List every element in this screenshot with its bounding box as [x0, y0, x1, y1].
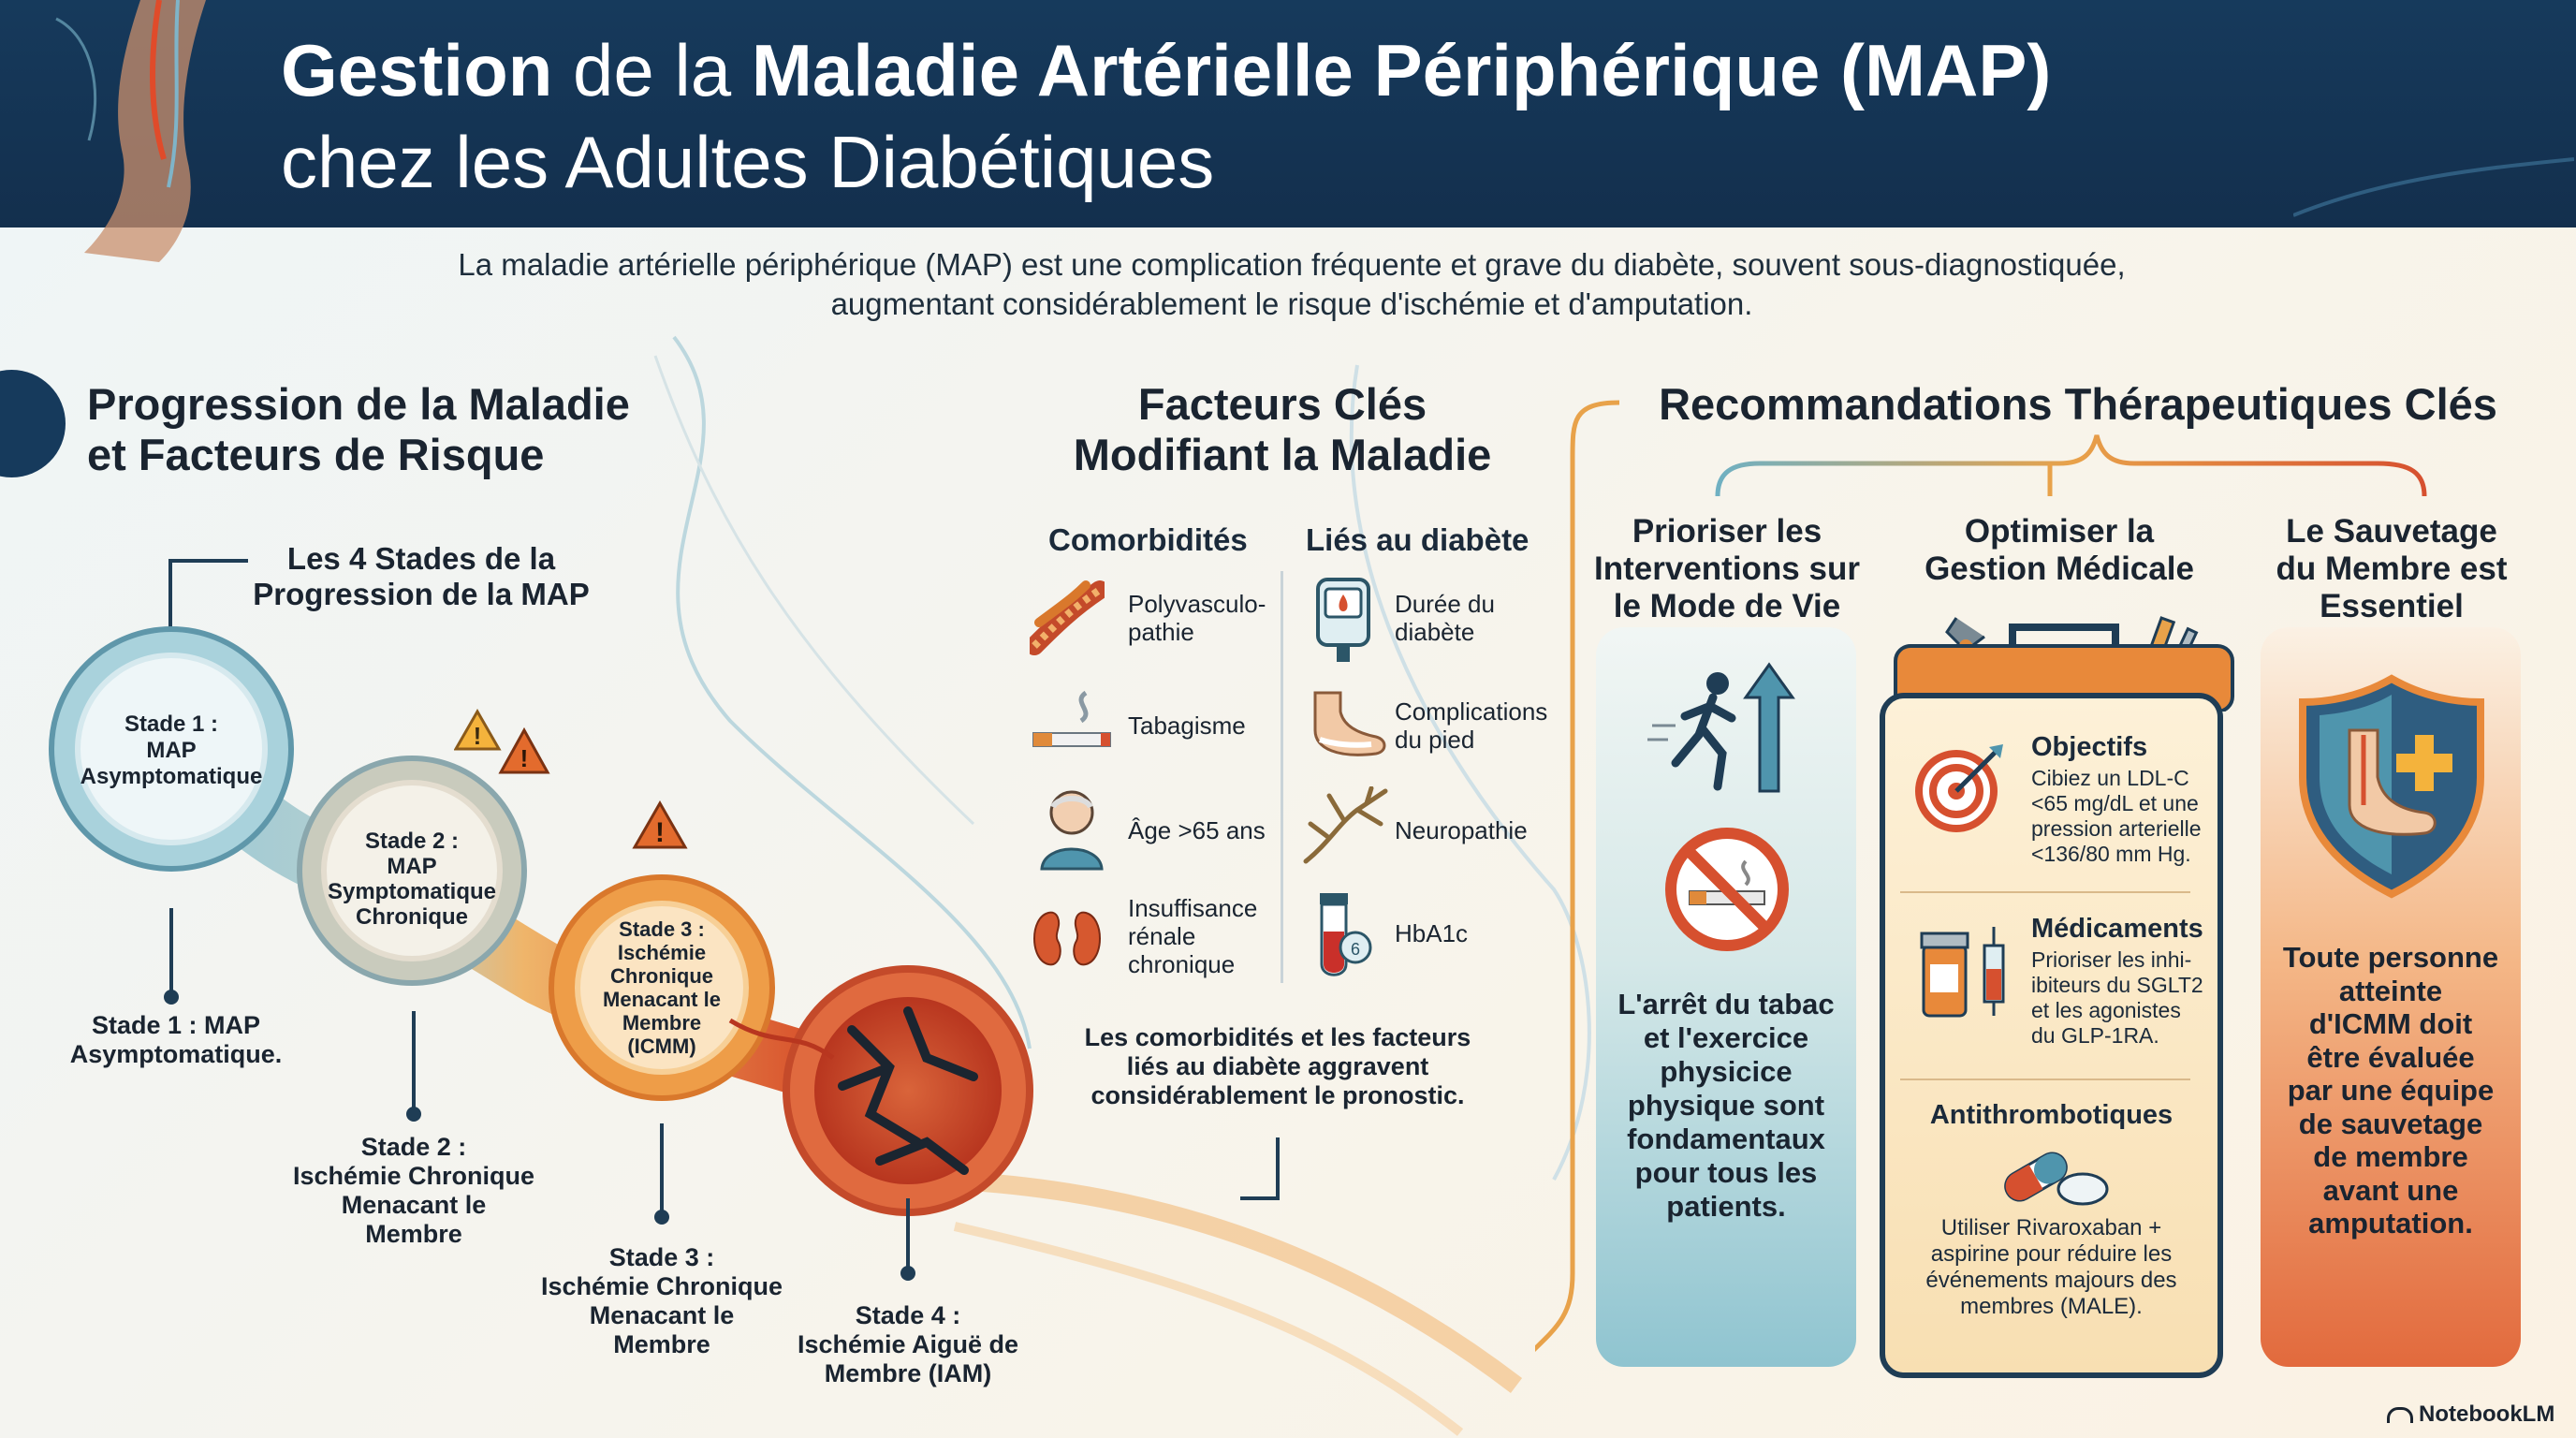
warning-icon	[632, 800, 688, 852]
comorb-label-3: Insuffisance rénale chronique	[1128, 894, 1258, 978]
elderly-person-icon	[1034, 786, 1109, 871]
objectifs-title: Objectifs	[2031, 732, 2148, 762]
col1-title: Prioriser les Interventions sur le Mode de Vie	[1594, 513, 1860, 624]
glucometer-icon	[1310, 576, 1376, 665]
no-smoking-icon	[1661, 824, 1793, 955]
stage-3-inner-label: Stade 3 : Ischémie Chronique Menacant le Membre (ICMM)	[603, 917, 721, 1058]
objectifs-text: Cibiez un LDL-C <65 mg/dL et une pression arterielle <136/80 mm Hg.	[2031, 766, 2202, 866]
col2-title: Optimiser la Gestion Médicale	[1925, 513, 2194, 587]
diab-header: Liés au diabète	[1306, 522, 1530, 557]
progression-title: Progression de la Maladie et Facteurs de Risque	[87, 379, 630, 479]
col3-title: Le Sauvetage du Membre est Essentiel	[2276, 513, 2508, 624]
cigarette-icon	[1030, 688, 1114, 758]
blood-tube-icon	[1310, 889, 1376, 983]
stage-2-inner-label: Stade 2 : MAP Symptomatique Chronique	[327, 829, 497, 930]
stage-2-label: Stade 2 : Ischémie Chronique Menacant le Membre	[292, 1133, 535, 1248]
factors-note: Les comorbidités et les facteurs liés au diabète aggravent considérablement le pronostic.	[1084, 1023, 1471, 1109]
shield-limb-icon	[2293, 674, 2490, 899]
col2-divider	[1900, 891, 2190, 893]
diab-label-1: Complications du pied	[1395, 697, 1548, 754]
med-text: Prioriser les inhi- ibiteurs du SGLT2 et les agonistes du GLP-1RA.	[2031, 947, 2203, 1048]
stage-4-label: Stade 4 : Ischémie Aiguë de Membre (IAM)	[797, 1301, 1019, 1387]
diab-label-3: HbA1c	[1395, 919, 1469, 947]
page-title-line2: chez les Adultes Diabétiques	[281, 121, 1215, 203]
comorb-label-1: Tabagisme	[1128, 712, 1246, 740]
header-decor-icon	[2293, 140, 2574, 225]
anti-text: Utiliser Rivaroxaban + aspirine pour réduire les événements majours des membres (MALE).	[1925, 1215, 2177, 1319]
svg-text:!: !	[655, 817, 665, 848]
factors-title: Facteurs Clés Modifiant la Maladie	[1073, 379, 1492, 479]
svg-text:!: !	[520, 744, 529, 772]
diab-label-2: Neuropathie	[1395, 816, 1528, 844]
pills-icon	[1998, 1135, 2111, 1214]
target-icon	[1914, 740, 2008, 833]
svg-text:!: !	[473, 722, 482, 750]
diab-label-0: Durée du diabète	[1395, 590, 1495, 646]
anti-title: Antithrombotiques	[1929, 1100, 2174, 1130]
warning-icon	[454, 707, 557, 777]
svg-text:6: 6	[1350, 940, 1361, 959]
factors-divider	[1281, 571, 1283, 983]
med-title: Médicaments	[2031, 914, 2203, 944]
comorb-label-0: Polyvasculo- pathie	[1128, 590, 1266, 646]
footer-brand: NotebookLM	[2387, 1401, 2554, 1428]
stages-title: Les 4 Stades de la Progression de la MAP	[253, 541, 590, 611]
comorb-label-2: Âge >65 ans	[1128, 816, 1266, 844]
foot-icon	[1301, 688, 1390, 763]
kidney-icon	[1030, 903, 1105, 974]
page-title-line1: Gestion de la Maladie Artérielle Périphérique (MAP)	[281, 29, 2052, 111]
notebooklm-logo-icon	[2387, 1407, 2413, 1423]
recommendations-title: Recommandations Thérapeutiques Clés	[1659, 379, 2497, 429]
stage-3-label: Stade 3 : Ischémie Chronique Menacant le Membre	[540, 1243, 783, 1358]
artery-icon	[1030, 580, 1105, 655]
col2-divider	[1900, 1078, 2190, 1080]
medication-icon	[1919, 922, 2022, 1030]
stage-1-label: Stade 1 : MAP Asymptomatique.	[69, 1011, 283, 1068]
intro-text: La maladie artérielle périphérique (MAP) est une complication fréquente et grave du diabète, souvent sous-diagnostiquée, augmentant considérablement le risque d'ischémie et d'amputation.	[458, 247, 2126, 321]
runner-icon	[1647, 660, 1807, 800]
comorb-header: Comorbidités	[1048, 522, 1248, 557]
note-connector	[1236, 1133, 1292, 1217]
col1-text: L'arrêt du tabac et l'exercice physicice physique sont fondamentaux pour tous les patients.	[1617, 988, 1835, 1223]
nerve-icon	[1301, 786, 1390, 866]
col3-text: Toute personne atteinte d'ICMM doit être évaluée par une équipe de sauvetage de membre avant une amputation.	[2282, 941, 2499, 1240]
stage-1-inner-label: Stade 1 : MAP Asymptomatique	[80, 712, 263, 789]
